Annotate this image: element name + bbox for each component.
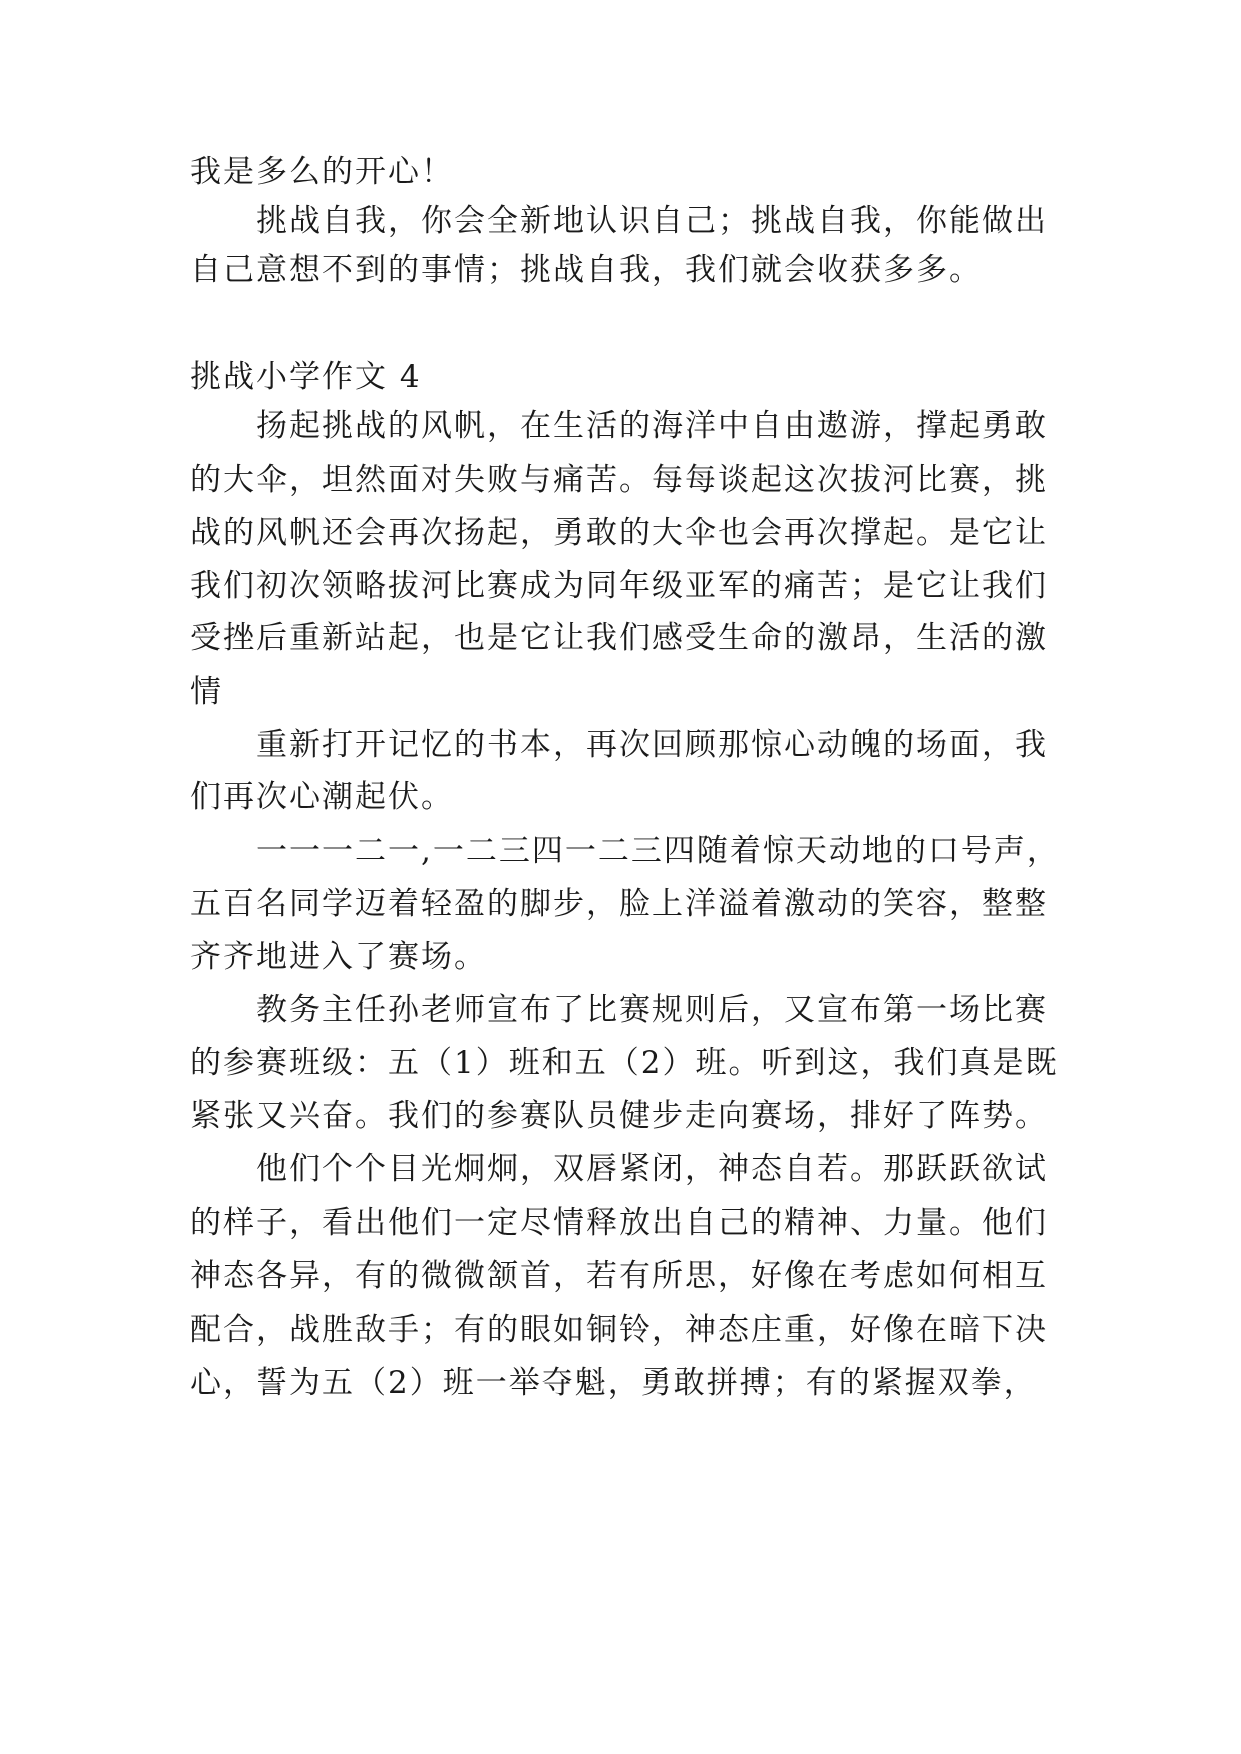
paragraph-start-line: 重新打开记忆的书本，再次回顾那惊心动魄的场面，我 [256,727,1048,763]
section-heading: 挑战小学作文 4 [190,359,422,395]
text-line: 的样子，看出他们一定尽情释放出自己的精神、力量。他们 [190,1205,1048,1241]
paragraph-start-line: 扬起挑战的风帆，在生活的海洋中自由遨游，撑起勇敢 [256,408,1048,444]
text-line: 情 [190,674,223,710]
text-line: 们再次心潮起伏。 [190,779,454,815]
text-line: 配合，战胜敌手；有的眼如铜铃，神态庄重，好像在暗下决 [190,1312,1048,1348]
paragraph-start-line: 挑战自我，你会全新地认识自己；挑战自我，你能做出 [256,203,1048,239]
text-line: 战的风帆还会再次扬起，勇敢的大伞也会再次撑起。是它让 [190,515,1048,551]
text-line: 的大伞，坦然面对失败与痛苦。每每谈起这次拔河比赛，挑 [190,462,1048,498]
text-line: 自己意想不到的事情；挑战自我，我们就会收获多多。 [190,252,982,288]
text-line: 的参赛班级：五（1）班和五（2）班。听到这，我们真是既 [190,1045,1059,1081]
text-line: 紧张又兴奋。我们的参赛队员健步走向赛场，排好了阵势。 [190,1098,1048,1134]
text-line: 我们初次领略拔河比赛成为同年级亚军的痛苦；是它让我们 [190,568,1048,604]
text-line: 心，誓为五（2）班一举夺魁，勇敢拼搏；有的紧握双拳， [190,1365,1037,1401]
text-line: 神态各异，有的微微颔首，若有所思，好像在考虑如何相互 [190,1258,1048,1294]
text-line: 齐齐地进入了赛场。 [190,939,487,975]
paragraph-start-line: 一一一二一,一二三四一二三四随着惊天动地的口号声， [256,833,1060,869]
text-line: 五百名同学迈着轻盈的脚步，脸上洋溢着激动的笑容，整整 [190,886,1048,922]
paragraph-start-line: 教务主任孙老师宣布了比赛规则后，又宣布第一场比赛 [256,992,1048,1028]
text-line: 受挫后重新站起，也是它让我们感受生命的激昂，生活的激 [190,620,1048,656]
paragraph-start-line: 他们个个目光炯炯，双唇紧闭，神态自若。那跃跃欲试 [256,1151,1048,1187]
text-line: 我是多么的开心！ [190,154,454,190]
